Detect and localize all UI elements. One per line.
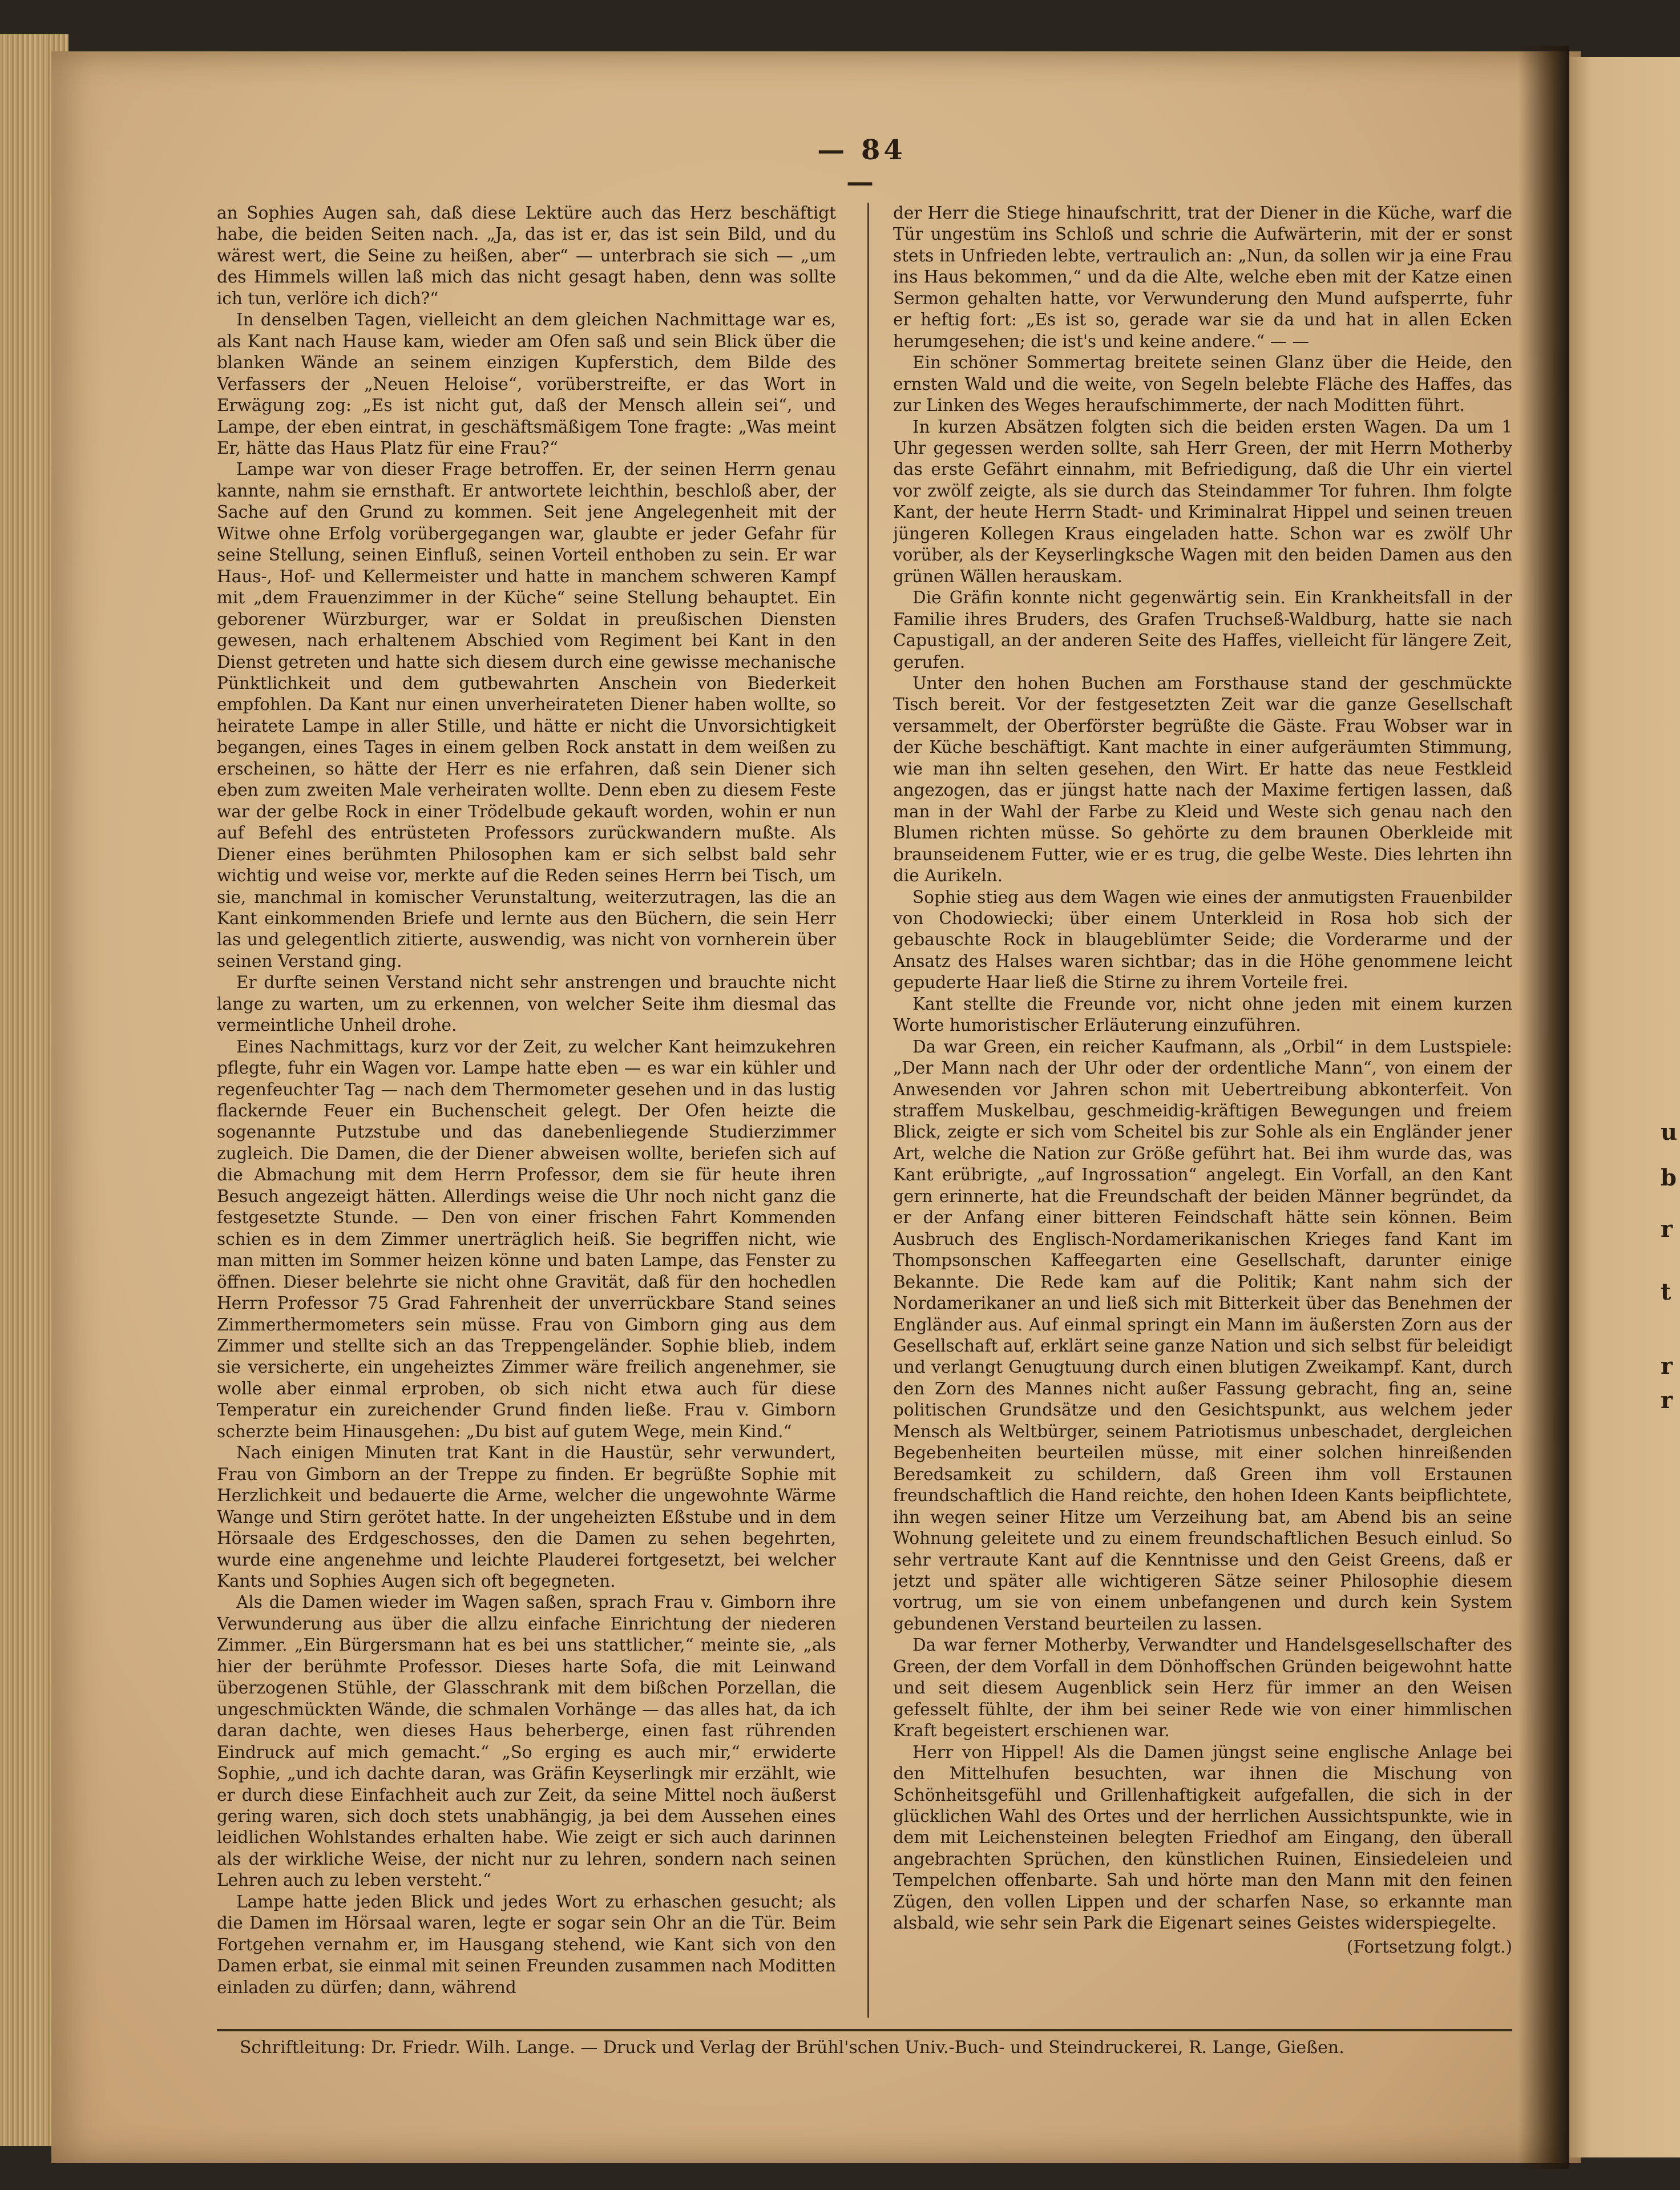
paragraph: Nach einigen Minuten trat Kant in die Haustür, sehr verwundert, Frau von Gimborn an der Treppe zu finden. Er begrüßte Sophie mit Herzlichkeit und bedauerte die Arme, welcher die ungewohnte Wärme Wange und Stirn gerötet hatte. In der ungeheizten Eßstube und in dem Hörsaale des Erdgeschosses, den die Damen zu sehen begehrten, wurde eine angenehme und leichte Plauderei fortgesetzt, bei welcher Kants und Sophies Augen sich oft begegneten. xyxy=(217,1443,836,1591)
paragraph: Sophie stieg aus dem Wagen wie eines der anmutigsten Frauenbilder von Chodowiecki; über einem Unterkleid in Rosa hob sich der gebauschte Rock in blaugeblümter Seide; die Vorderarme und der Ansatz des Halses waren sichtbar; das in die Höhe genommene leicht gepuderte Haar ließ die Stirne zu ihrem Vorteile frei. xyxy=(893,887,1512,993)
paragraph: Kant stellte die Freunde vor, nicht ohne jeden mit einem kurzen Worte humoristischer Erläuterung einzuführen. xyxy=(893,994,1512,1035)
paragraph: Da war ferner Motherby, Verwandter und Handelsgesellschafter des Green, der dem Vorfall in dem Dönhoffschen Gründen beigewohnt hatte und seit diesem Augenblick sein Herz für immer an den Weisen gefesselt fühlte, der ihm bei seiner Rede wie von einer himmlischen Kraft begeistert erschienen war. xyxy=(893,1635,1512,1741)
paragraph: Da war Green, ein reicher Kaufmann, als „Orbil“ in dem Lustspiele: „Der Mann nach der Uhr oder der ordentliche Mann“, von einem der Anwesenden vor Jahren schon mit Uebertreibung abkonterfeit. Von straffem Muskelbau, geschmeidig-kräftigen Bewegungen und freiem Blick, zeigte er sich vom Scheitel bis zur Sohle als ein Engländer jener Art, welche die Nation zur Größe geführt hat. Bei ihm wurde das, was Kant erübrigte, „auf Ingrossation“ angelegt. Ein Vorfall, an den Kant gern erinnerte, hat die Freundschaft der beiden Männer begründet, da er der Anfang einer bitteren Feindschaft hätte sein können. Beim Ausbruch des Englisch-Nordamerikanischen Krieges fand Kant im Thompsonschen Kaffeegarten eine Gesellschaft, darunter einige Bekannte. Die Rede kam auf die Politik; Kant nahm sich der Nordamerikaner an und ließ sich mit Bitterkeit über das Benehmen der Engländer aus. Auf einmal springt ein Mann im äußersten Zorn aus der Gesellschaft auf, erklärt seine ganze Nation und sich selbst für beleidigt und verlangt Genugtuung durch einen blutigen Zweikampf. Kant, durch den Zorn des Mannes nicht außer Fassung gebracht, fing an, seine politischen Grundsätze und den Gesichtspunkt, aus welchem jeder Mensch als Weltbürger, seinem Patriotismus unbeschadet, dergleichen Begebenheiten beurteilen müsse, mit einer solchen hinreißenden Beredsamkeit zu schildern, daß Green ihm voll Erstaunen freundschaftlich die Hand reichte, den hohen Ideen Kants beipflichtete, ihn wegen seiner Hitze um Verzeihung bat, am Abend bis an seine Wohnung geleitete und zu einem freundschaftlichen Besuch einlud. So sehr vertraute Kant auf die Kenntnisse und den Geist Greens, daß er jetzt und später alle wichtigeren Sätze seiner Philosophie diesem vortrug, um sie von einem unbefangenen und durch kein System gebundenen Verstand beurteilen zu lassen. xyxy=(893,1036,1512,1634)
next-page-letter: r xyxy=(1661,1387,1674,1414)
paragraph: an Sophies Augen sah, daß diese Lektüre auch das Herz beschäftigt habe, die beiden Seiten nach. „Ja, das ist er, das ist sein Bild, und du wärest wert, die Seine zu heißen, aber“ — unterbrach sie sich — „um des Himmels willen laß mich das nicht gesagt haben, denn was sollte ich tun, verlöre ich dich?“ xyxy=(217,203,836,308)
paragraph: Als die Damen wieder im Wagen saßen, sprach Frau v. Gimborn ihre Verwunderung aus über die allzu einfache Einrichtung der niederen Zimmer. „Ein Bürgersmann hat es bei uns stattlicher,“ meinte sie, „als hier der berühmte Professor. Dieses harte Sofa, die mit Leinwand überzogenen Stühle, der Glasschrank mit dem bißchen Porzellan, die ungeschmückten Wände, die schmalen Vorhänge — das alles hat, da ich daran dachte, wen dieses Haus beherberge, einen fast rührenden Eindruck auf mich gemacht.“ „So erging es auch mir,“ erwiderte Sophie, „und ich dachte daran, was Gräfin Keyserlingk mir erzählt, wie er durch diese Einfachheit auch zur Zeit, da seine Mittel noch äußerst gering waren, sich doch stets unabhängig, ja bei dem Aussehen eines leidlichen Wohlstandes erhalten habe. Wie zeigt er sich auch darinnen als der wirkliche Weise, der nicht nur zu lehren, sondern nach seinen Lehren auch zu leben versteht.“ xyxy=(217,1592,836,1890)
page-number: — 84 — xyxy=(817,134,906,198)
paragraph: der Herr die Stiege hinaufschritt, trat der Diener in die Küche, warf die Tür ungestüm ins Schloß und schrie die Aufwärterin, mit der er sonst stets in Unfrieden lebte, vertraulich an: „Nun, da sollen wir ja eine Frau ins Haus bekommen,“ und da die Alte, welche eben mit der Katze einen Sermon gehalten hatte, vor Verwunderung den Mund aufsperrte, fuhr er heftig fort: „Es ist so, gerade war sie da und hat in allen Ecken herumgesehen; die ist's und keine andere.“ — — xyxy=(893,203,1512,351)
paragraph: Lampe hatte jeden Blick und jedes Wort zu erhaschen gesucht; als die Damen im Hörsaal waren, legte er sogar sein Ohr an die Tür. Beim Fortgehen vernahm er, im Hausgang stehend, wie Kant sich von den Damen erbat, sie einmal mit seinen Freunden zusammen nach Moditten einladen zu dürfen; dann, während xyxy=(217,1891,836,1997)
footer-rule xyxy=(217,2029,1512,2031)
paragraph: Die Gräfin konnte nicht gegenwärtig sein. Ein Krankheitsfall in der Familie ihres Bruders, des Grafen Truchseß-Waldburg, hatte sie nach Capustigall, an der anderen Seite des Haffes, vielleicht für längere Zeit, gerufen. xyxy=(893,588,1512,672)
text-column-left xyxy=(217,203,836,2018)
paragraph: Er durfte seinen Verstand nicht sehr anstrengen und brauchte nicht lange zu warten, um zu erkennen, von welcher Seite ihm diesmal das vermeintliche Unheil drohe. xyxy=(217,973,836,1035)
paragraph: Lampe war von dieser Frage betroffen. Er, der seinen Herrn genau kannte, nahm sie ernsthaft. Er antwortete leichthin, beschloß aber, der Sache auf den Grund zu kommen. Seit jene Angelegenheit mit der Witwe ohne Erfolg vorübergegangen war, glaubte er jeder Gefahr für seine Stellung, seinen Einfluß, seinen Vorteil enthoben zu sein. Er war Haus-, Hof- und Kellermeister und hatte in manchem schweren Kampf mit „dem Frauenzimmer in der Küche“ seine Stellung behauptet. Ein geborener Würzburger, war er Soldat in preußischen Diensten gewesen, nach erhaltenem Abschied vom Regiment bei Kant in den Dienst getreten und hatte sich diesem durch eine gewisse mechanische Pünktlichkeit und dem gutbewahrten Anschein von Biederkeit empfohlen. Da Kant nur einen unverheirateten Diener haben wollte, so heiratete Lampe in aller Stille, und hätte er nicht die Unvorsichtigkeit begangen, eines Tages in einem gelben Rock anstatt in dem weißen zu erscheinen, so hätte der Herr es nie erfahren, daß sein Diener sich eben zum zweiten Male verheiraten wollte. Denn eben zu diesem Feste war der gelbe Rock in einer Trödelbude gekauft worden, wohin er nun auf Befehl des entrüsteten Professors zurückwandern mußte. Als Diener eines berühmten Philosophen kam er sich selbst bald sehr wichtig und weise vor, merkte auf die Reden seines Herrn bei Tisch, um sie, manchmal in komischer Verunstaltung, weiterzutragen, las die an Kant einkommenden Briefe und lernte aus den Büchern, die sein Herr las und gelegentlich zitierte, auswendig, was nicht von vornherein über seinen Verstand ging. xyxy=(217,459,836,971)
next-page-edge xyxy=(1569,57,1680,2157)
paragraph: Ein schöner Sommertag breitete seinen Glanz über die Heide, den ernsten Wald und die weite, von Segeln belebte Fläche des Haffes, das zur Linken des Weges heraufschimmerte, der nach Moditten führt. xyxy=(893,353,1512,416)
paragraph: In denselben Tagen, vielleicht an dem gleichen Nachmittage war es, als Kant nach Hause kam, wieder am Ofen saß und sein Blick über die blanken Wände an seinem einzigen Kupferstich, dem Bilde des Verfassers der „Neuen Heloise“, vorüberstreifte, er das Wort in Erwägung zog: „Es ist nicht gut, daß der Mensch allein sei“, und Lampe, der eben eintrat, in geschäftsmäßigem Tone fragte: „Was meint Er, hätte das Haus Platz für eine Frau?“ xyxy=(217,310,836,458)
next-page-letter: t xyxy=(1661,1278,1673,1305)
continuation-note: (Fortsetzung folgt.) xyxy=(1346,1937,1512,1957)
next-page-letter: r xyxy=(1661,1216,1674,1243)
next-page-letter: r xyxy=(1661,1353,1674,1380)
gutter-shadow xyxy=(1518,46,1569,2169)
paragraph: Unter den hohen Buchen am Forsthause stand der geschmückte Tisch bereit. Vor der festgesetzten Zeit war die ganze Gesellschaft versammelt, der Oberförster begrüßte die Gäste. Frau Wobser war in der Küche beschäftigt. Kant machte in einer aufgeräumten Stimmung, wie man ihn selten gesehen, den Wirt. Er hatte das neue Festkleid angezogen, das er jüngst hatte nach der Maxime fertigen lassen, daß man in der Wahl der Farbe zu Kleid und Weste sich genau nach den Blumen richten müsse. So gehörte zu dem braunen Oberkleide mit braunseidenem Futter, wie er es trug, die gelbe Weste. Dies lehrten ihn die Aurikeln. xyxy=(893,673,1512,886)
imprint-footer: Schriftleitung: Dr. Friedr. Wilh. Lange. — Druck und Verlag der Brühl'schen Univ.-Buch- und Steindruckerei, R. Lange, Gießen. xyxy=(240,2038,1344,2058)
paragraph: Herr von Hippel! Als die Damen jüngst seine englische Anlage bei den Mittelhufen besuchten, war ihnen die Mischung von Schönheitsgefühl und Grillenhaftigkeit aufgefallen, die sich in der glücklichen Wahl des Ortes und der herrlichen Aussichtspunkte, wie in dem mit Leichensteinen belegten Friedhof am Eingang, den überall angebrachten Sprüchen, den künstlichen Ruinen, Einsiedeleien und Tempelchen offenbarte. Sah und hörte man den Mann mit den feinen Zügen, den vollen Lippen und der scharfen Nase, so erkannte man alsbald, wie sehr sein Park die Eigenart seines Geistes widerspiegelte. xyxy=(893,1742,1512,1933)
text-column-right xyxy=(893,203,1512,2018)
paragraph: Eines Nachmittags, kurz vor der Zeit, zu welcher Kant heimzukehren pflegte, fuhr ein Wagen vor. Lampe hatte eben — es war ein kühler und regenfeuchter Tag — nach dem Thermometer gesehen und in das lustig flackernde Feuer ein Buchenscheit gelegt. Der Ofen heizte die sogenannte Putzstube und das danebenliegende Studierzimmer zugleich. Die Damen, die der Diener abweisen wollte, beriefen sich auf die Abmachung mit dem Herrn Professor, dem sie für heute ihren Besuch angezeigt hätten. Allerdings weise die Uhr noch nicht ganz die festgesetzte Stunde. — Den von einer frischen Fahrt Kommenden schien es in dem Zimmer unerträglich heiß. Sie begriffen nicht, wie man mitten im Sommer heizen könne und baten Lampe, das Fenster zu öffnen. Dieser belehrte sie nicht ohne Gravität, daß für den hochedlen Herrn Professor 75 Grad Fahrenheit der unverrückbare Stand seines Zimmerthermometers sein müsse. Frau von Gimborn ging aus dem Zimmer und stellte sich an das Treppengeländer. Sophie blieb, indem sie versicherte, ein ungeheiztes Zimmer wäre freilich angenehmer, sie wolle aber einmal erproben, ob sich nicht etwa auch für diese Temperatur ein zureichender Grund finden ließe. Frau v. Gimborn scherzte beim Hinausgehen: „Du bist auf gutem Wege, mein Kind.“ xyxy=(217,1036,836,1441)
paragraph: In kurzen Absätzen folgten sich die beiden ersten Wagen. Da um 1 Uhr gegessen werden sollte, sah Herr Green, der mit Herrn Motherby das erste Gefährt einnahm, mit Befriedigung, daß die Uhr ein viertel vor zwölf zeigte, als sie durch das Steindammer Tor fuhren. Ihm folgte Kant, der heute Herrn Stadt- und Kriminalrat Hippel und seinen treuen jüngeren Kollegen Kraus eingeladen hatte. Schon war es zwölf Uhr vorüber, als der Keyserlingksche Wagen mit den beiden Damen aus den grünen Wällen herauskam. xyxy=(893,417,1512,586)
next-page-letter: u xyxy=(1661,1119,1679,1146)
column-divider xyxy=(867,203,869,2018)
next-page-letter: b xyxy=(1661,1164,1678,1191)
